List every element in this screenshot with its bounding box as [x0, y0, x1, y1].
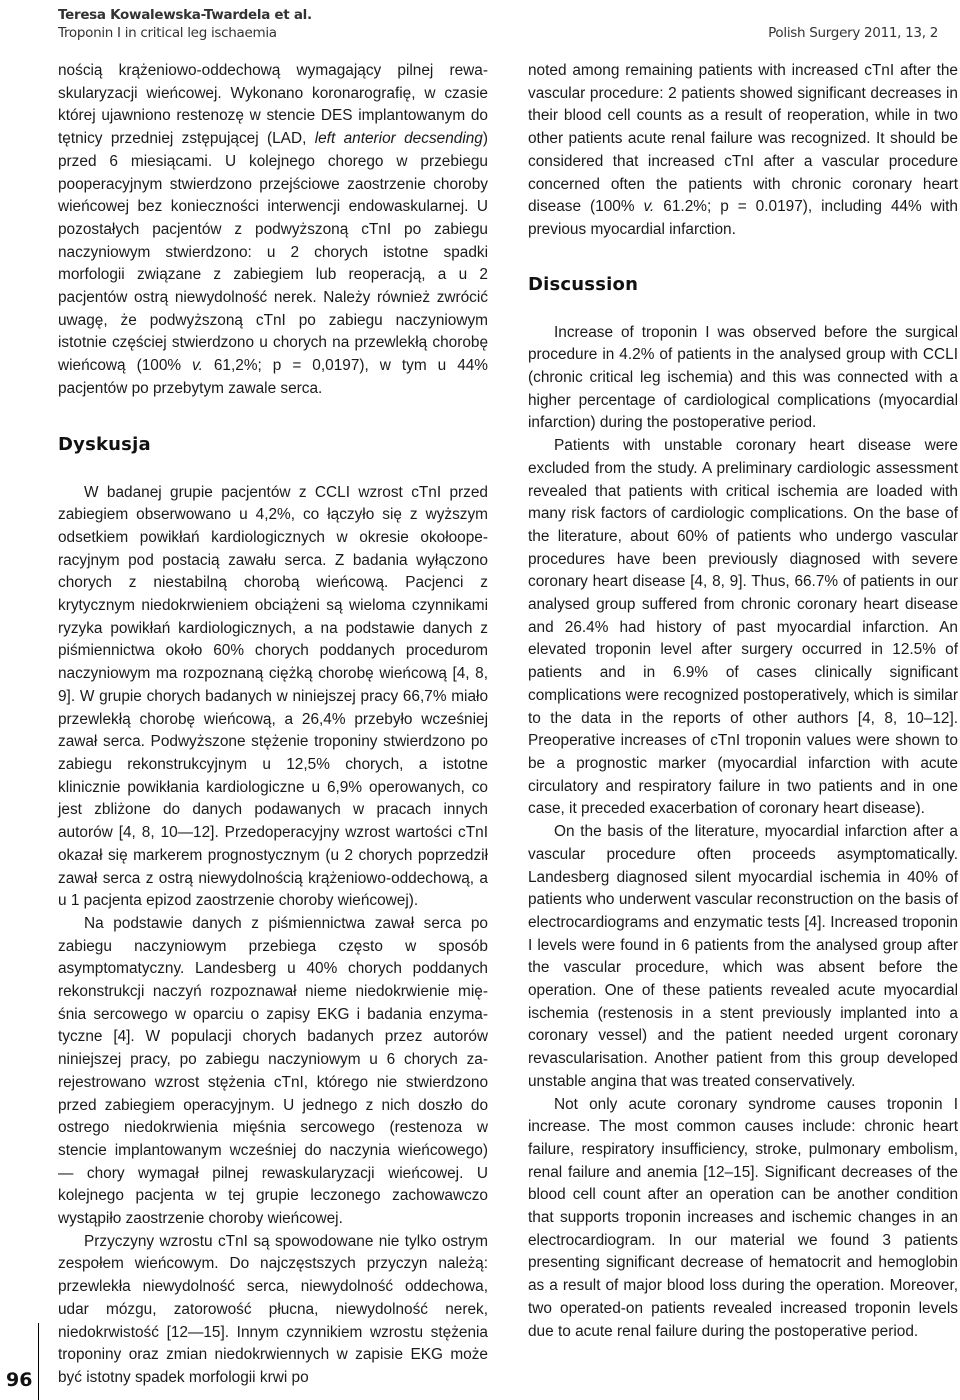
italic-term: left anterior decsending [314, 130, 483, 148]
english-discussion-paragraph-2: Patients with unstable coronary heart disease were excluded from the study. A preliminary cardiologic assessment revealed that patients with critical ischemia are loaded with many risk factors of cardiologic complications. On the base of the literature, about 60% of patients who undergo vascular procedures have been previously diagnosed with severe coronary heart disease [4, 8, 9]. Thus, 66.7% of patients in our analysed group suffered from chronic coronary heart disease and 26.4% had history of past myocardial infarction. An elevated troponin level after surgery occurred in 12.5% of patients and in 6.9% of cases clinically significant complications were recognized postoperatively, which is similar to the data in the reports of other authors [4, 8, 10–12]. Preoperative increases of cTnI troponin values were shown to be a prognostic marker (myocardial infarction with acute circulatory and respiratory failure in two patients and in one case, it preceded exacerbation of coronary heart disease). [528, 437, 958, 818]
polish-text-column [58, 60, 488, 1390]
english-text-column [528, 60, 958, 1343]
english-results-paragraph [528, 60, 958, 242]
margin-rule [38, 1323, 39, 1400]
page-number: 96 [6, 1369, 33, 1391]
polish-discussion-paragraph-3: Przyczyny wzrostu cTnI są spowodowane nie tylko ostrym zespołem wieńcowym. Do najczęstszych przyczyn należą: przewlekła niewydolność serca, niewydolność oddechowa, udar mózgu, zatorowość płucna, niewydolność nerek, niedokrwistość [12—15]. Innym czynnikiem wzrostu stężenia troponiny oraz zmian niedokrwiennych w zapisie EKG może być istotny spadek morfologii krwi po [58, 1232, 488, 1386]
text-run: ) przed 6 miesiącami. U kolejnego chorego w przebiegu pooperacyjnym stwierdzono przejściowe zaostrzenie choroby wieńcowej bez konieczności interwencji endowaskularnej. U pozostałych pacjentów z podwyższoną cTnI po zabiegu naczyniowym stwierdzono: u 2 chorych istotne spadki morfologii związane z zabiegiem lub reoperacją, a u 2 pacjentów ostrą niewydolność nerek. Należy również zwrócić uwagę, że podwyższoną cTnI po zabiegu naczyniowym istotnie częściej stwierdzono u chorych na przewlekłą chorobę wieńcową (100% [58, 130, 488, 375]
polish-discussion-paragraph-1: W badanej grupie pacjentów z CCLI wzrost cTnI przed zabiegiem obserwowano u 4,2%, co łączyło się z wyższym odsetkiem powikłań kardiologicznych w okresie okołooperacyjnym pod postacią zawału serca. Z badania wyłączono chorych z niestabilną chorobą wieńcową. Pacjenci z krytycznym niedokrwieniem obciążeni są wieloma czynnikami ryzyka powikłań kardiologicznych, a na podstawie danych z piśmiennictwa około 60% chorych poddanych procedurom naczyniowym ma rozpoznaną ciężką chorobę wieńcową [4, 8, 9]. W grupie chorych badanych w niniejszej pracy 66,7% miało przewlekłą chorobę wieńcową, a 26,4% przebyło wcześniej zawał serca. Podwyższone stężenie troponiny stwierdzono po zabiegu rekonstrukcyjnym u 12,5% chorych, a istotne klinicznie powikłania kardiologiczne u 6,9% operowanych, co jest zbliżone do danych podawanych w pracach innych autorów [4, 8, 10—12]. Przedoperacyjny wzrost wartości cTnI okazał się markerem prognostycznym (u 2 chorych poprzedził zawał serca z ostrą niewydolnością krążeniowo-oddechową, a u 1 pacjenta epizod zaostrzenie choroby wieńcowej). [58, 483, 488, 910]
text-run: 61.2%; p = 0.0197), including 44% with previous myocardial infarction. [528, 198, 958, 238]
text-run: nością krążeniowo-oddechową wymagający pilnej rewaskularyzacji wieńcowej. Wykonano koronarografię, w czasie której ujawniono restenozę w stencie DES implantowanym do tętnicy przedniej zstępującej (LAD, [58, 62, 488, 148]
section-heading-dyskusja: Dyskusja [58, 433, 151, 455]
polish-discussion-paragraph-2: Na podstawie danych z piśmiennictwa zawał serca po zabiegu naczyniowym przebiega często w sposób asymptomatyczny. Landesberg u 40% chorych poddanych rekonstrukcji naczyń rozpoznawał nieme niedokrwienie mięśnia sercowego w oparciu o zapisy EKG i badania enzymatyczne [4]. W populacji chorych badanych przez autorów niniejszej pracy, po zabiegu naczyniowym u 6 chorych zarejestrowano wzrost stężenia cTnI, którego nie stwierdzono przed zabiegiem operacyjnym. U jednego z nich doszło do ostrego niedokrwienia mięśnia sercowego (restenoza w stencie implantowanym wcześniej do naczynia wieńcowego) — chory wymagał pilnej rewaskularyzacji wieńcowej. U kolejnego pacjenta w tej grupie leczonego zachowawczo wystąpiło zaostrzenie choroby wieńcowej. [58, 914, 488, 1228]
polish-results-paragraph [58, 60, 488, 401]
header-authors: Teresa Kowalewska-Twardela et al. [58, 7, 312, 23]
section-heading-discussion: Discussion [528, 273, 639, 295]
english-discussion-paragraph-1: Increase of troponin I was observed before the surgical procedure in 4.2% of patients in the analysed group with CCLI (chronic critical leg ischemia) and this was connected with a higher percentage of cardiological complications (myocardial infarction) during the postoperative period. [528, 323, 958, 432]
header-article-topic: Troponin I in critical leg ischaemia [58, 25, 277, 41]
english-discussion-paragraph-3: On the basis of the literature, myocardial infarction after a vascular procedure often proceeds asymptomatically. Landesberg diagnosed silent myocardial ischemia in 40% of patients who underwent vascular reconstruction on the basis of electrocardiograms and enzymatic tests [4]. Increased troponin I levels were found in 6 patients from the analysed group after the vascular procedure, which was absent before the operation. One of these patients revealed acute myocardial ischemia (restenosis in a stent previously implanted into a coronary vessel) and the patient needed urgent coronary revascularisation. Another patient from this group developed unstable angina that was treated conservatively. [528, 823, 958, 1090]
text-run: 61,2%; p = 0,0197), w tym u 44% pacjentów po przebytym zawale serca. [58, 357, 488, 397]
italic-term: v. [643, 198, 655, 216]
text-run: noted among remaining patients with increased cTnI after the vascular procedure: 2 patients showed significant decreases in their blood cell counts as a result of reoperation, while in two other patients acute renal failure was recognized. It should be considered that increased cTnI after a vascular procedure concerned often the patients with chronic coronary heart disease (100% [528, 62, 958, 216]
english-discussion-paragraph-4: Not only acute coronary syndrome causes troponin I increase. The most common causes include: chronic heart failure, respiratory insufficiency, stroke, pulmonary embolism, renal failure and anemia [12–15]. Significant decreases of the blood cell count after an operation can be another condition that supports troponin increases and ischemic changes in an electrocardiogram. In our material we found 3 patients presenting significant decrease of hematocrit and hemoglobin as a result of major blood loss during the operation. Moreover, two operated-on patients revealed increased troponin levels due to acute renal failure during the postoperative period. [528, 1095, 958, 1340]
italic-term: v. [192, 357, 203, 375]
running-header [58, 6, 938, 48]
header-journal-citation: Polish Surgery 2011, 13, 2 [768, 25, 938, 41]
